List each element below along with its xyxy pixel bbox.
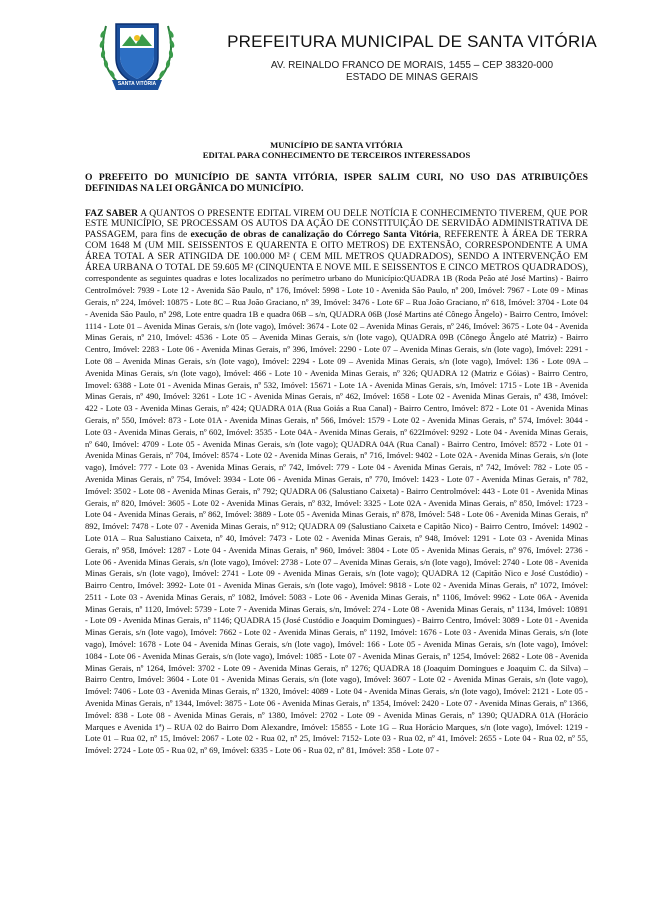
edital-subtitle: EDITAL PARA CONHECIMENTO DE TERCEIROS INTERESSADOS	[202, 150, 471, 160]
intro-paragraph: O PREFEITO DO MUNICÍPIO DE SANTA VITÓRIA, ISPER SALIM CURI, NO USO DAS ATRIBUIÇÕES DEFINIDAS NA LEI ORGÂNICA DO MUNICÍPIO.	[85, 172, 588, 194]
lots-list-text: correspondente as seguintes quadras e lotes localizados no perímetro urbano do Município:QUADRA 1B (Roda Peão até José Martins) - Bairro CentroImóvel: 7939 - Lote 12 - Avenida São Paulo, nº 176, Imóvel: 5998 - Lote 10 - Avenida São Paulo, nº 200, Imóvel: 7967 - Lote 09 - Minas Gerais, nº 224, Imóvel: 10875 - Lote 8C – Rua João Graciano, nº 39, Imóvel: 3476 - Lote 6F – Rua João Graciano, nº 618, Imóvel: 3704 - Lote 04 - Avenida São Paulo, nº 298, Lote entre quadra 1B e quadra 06B – s/n, QUADRA 06B (José Martins até Cônego Ângelo) - Bairro Centro, Imóvel: 1114 - Lote 01 – Avenida Minas Gerais, s/n (lote vago), Imóvel: 3674 - Lote 02 – Avenida Minas Gerais, nº 246, Imóvel: 3675 - Lote 04 - Avenida Minas Gerais, nº 210, Imóvel: 4536 - Lote 05 – Avenida Minas Gerais, s/n (lote vago), QUADRA 09B (Cônego Ângelo até Matriz) - Bairro Centro, Imóvel: 2283 - Lote 06 - Avenida Minas Gerais, nº 396, Imóvel: 2290 - Lote 07 – Avenida Minas Gerais, s/n (lote vago), Imóvel: 2291 - Lote 08 – Avenida Minas Gerais, s/n (lote vago), Imóvel: 2294 - Lote 09 – Avenida Minas Gerais, s/n (lote vago), Imóvel: 136 - Lote 09A – Avenida Minas Gerais, s/n (lote vago), Imóvel: 466 - Lote 10 - Avenida Minas Gerais, nº 326; QUADRA 12 (Matriz e Góias) - Bairro Centro, Imovel: 6388 - Lote 01 - Avenida Minas Gerais, nº 532, Imóvel: 15671 - Lote 1A - Avenida Minas Gerais, s/n, Imóvel: 1715 - Lote 1B - Avenida Minas Gerais, nº 490, Imóvel: 3261 - Lote 1C - Avenida Minas Gerais, nº 462, Imóvel: 1658 - Lote 02 - Avenida Minas Gerais, nº 438, Imóvel: 422 - Lote 03 - Avenida Minas Gerais, nº 424; QUADRA 01A (Rua Goiás a Rua Canal) - Bairro Centro, Imóvel: 872 - Lote 01 - Avenida Minas Gerais, nº 550, Imóvel: 873 - Lote 01A - Avenida Minas Gerais, nº 566, Imóvel: 1579 - Lote 02 - Avenida Minas Gerais, nº 574, Imóvel: 3044 - Lote 03 - Avenida Minas Gerais, nº 602, Imóvel: 3535 - Lote 04A - Avenida Minas Gerais, nº 622Imóvel: 9292 - Lote 04 - Avenida Minas Gerais, nº 640, Imóvel: 4709 - Lote 05 - Avenida Minas Gerais, s/n (lote vago); QUADRA 04A (Rua Canal) - Bairro Centro, Imóvel: 8572 - Lote 01 - Avenida Minas Gerais, nº 704, Imóvel: 8574 - Lote 02 - Avenida Minas Gerais, nº 716, Imóvel: 9402 - Lote 02A - Avenida Minas Gerais, s/n (lote vago), Imóvel: 777 - Lote 03 - Avenida Minas Gerais, nº 742, Imóvel: 779 - Lote 04 - Avenida Minas Gerais, nº 742, Imóvel: 782 - Lote 05 - Avenida Minas Gerais, nº 754, Imóvel: 3934 - Lote 06 - Avenida Minas Gerais, nº 770, Imóvel: 1423 - Lote 07 - Avenida Minas Gerais, nº 782, Imóvel: 3502 - Lote 08 - Avenida Minas Gerais, nº 792; QUADRA 06 (Salustiano Caixeta) - Bairro Centrolmóvel: 443 - Lote 01 - Avenida Minas Gerais, nº 820, Imóvel: 3605 - Lote 02 - Avenida Minas Gerais, nº 832, Imóvel: 3325 - Lote 02A - Avenida Minas Gerais, nº 850, Imóvel: 1723 - Lote 04 - Avenida Minas Gerais, nº 862, Imóvel: 3889 - Lote 05 - Avenida Minas Gerais, nº 878, Imóvel: 548 - Lote 06 - Avenida Minas Gerais, nº 892, Imóvel: 7478 - Lote 07 - Avenida Minas Gerais, nº 912; QUADRA 09 (Salustiano Caixeta e Capitão Nico) - Bairro Centro, Imóvel: 14902 - Lote 01A – Rua Salustiano Caixeta, nº 40, Imóvel: 7473 - Lote 02 - Avenida Minas Gerais, nº 948, Imóvel: 1291 - Lote 03 - Avenida Minas Gerais, nº 958, Imóvel: 1287 - Lote 04 - Avenida Minas Gerais, nº 960, Imóvel: 3804 - Lote 05 - Avenida Minas Gerais, nº 976, Imóvel: 2736 - Lote 06 - Avenida Minas Gerais, s/n (lote vago), Imóvel: 2738 - Lote 07 – Avenida Minas Gerais, s/n (lote vago), Imóvel: 2740 - Lote 08 - Avenida Minas Gerais, s/n (lote vago), Imóvel: 2741 - Lote 09 - Avenida Minas Gerais, s/n (lote vago); QUADRA 12 (Capitão Nico e José Custódio) - Bairro Centro, Imóvel: 3992- Lote 01 - Avenida Minas Gerais, s/n (lote vago), Imóvel: 9818 - Lote 02 - Avenida Minas Gerais, nº 1072, Imóvel: 2511 - Lote 03 - Avenida Minas Gerais, nº 1082, Imóvel: 5083 - Lote 06 - Avenida Minas Gerais, nº 1106, Imóvel: 9962 - Lote 06A - Avenida Minas Gerais, nº 1120, Imóvel: 5739 - Lote 7 - Avenida Minas Gerais, s/n, Imóvel: 274 - Lote 08 - Avenida Minas Gerais, nº 1134, Imóvel: 10891 - Lote 09 - Avenida Minas Gerais, nº 1146; QUADRA 15 (José Custódio e Joaquim Domingues) - Bairro Centro, Imóvel: 3089 - Lote 01 - Avenida Minas Gerais, s/n (lote vago), Imóvel: 7662 - Lote 02 - Avenida Minas Gerais, nº 1192, Imóvel: 1676 - Lote 03 - Avenida Minas Gerais, s/n (lote vago), Imóvel: 1678 - Lote 04 - Avenida Minas Gerais, s/n (lote vago), Imóvel: 166 - Lote 05 - Avenida Minas Gerais, s/n (lote vago), Imóvel: 1084 - Lote 06 - Avenida Minas Gerais, s/n (lote vago), Imóvel: 1085 - Lote 07 - Avenida Minas Gerais, nº 1254, Imóvel: 2682 - Lote 08 - Avenida Minas Gerais, nº 1264, Imóvel: 3702 - Lote 09 - Avenida Minas Gerais, nº 1276; QUADRA 18 (Joaquim Domingues e Joaquim C. da Silva) – Bairro Centro, Imóvel: 3604 - Lote 01 - Avenida Minas Gerais, s/n (lote vago), Imóvel: 3607 - Lote 02 - Avenida Minas Gerais, s/n (lote vago), Imóvel: 7406 - Lote 03 - Avenida Minas Gerais, nº 1320, Imóvel: 4089 - Lote 04 - Avenida Minas Gerais, s/n (lote vago), Imóvel: 2121 - Lote 05 - Avenida Minas Gerais, nº 1344, Imóvel: 3875 - Lote 06 - Avenida Minas Gerais, nº 1354, Imóvel: 2420 - Lote 07 - Avenida Minas Gerais, nº 1366, Imóvel: 838 - Lote 08 - Avenida Minas Gerais, nº 1380, Imóvel: 2702 - Lote 09 - Avenida Minas Gerais, nº 1390; QUADRA 01A (Horácio Marques e Avenida 1ª) – RUA 02 do Bairro Dom Alexandre, Imóvel: 15855 - Lote 1G – Rua Horácio Marques, s/n (lote vago), Imóvel: 1219 - Lote 01 – Rua 02, nº 15, Imóvel: 2067 - Lote 02 - Rua 02, nº 25, Imóvel: 7152- Lote 03 - Rua 02, nº 41, Imóvel: 2655 - Lote 04 - Rua 02, nº 55, Imóvel: 2724 - Lote 05 - Rua 02, nº 69, Imóvel: 6335 - Lote 06 - Rua 02, nº 81, Imóvel: 358 - Lote 07 -	[85, 273, 588, 756]
letterhead-text	[192, 32, 632, 83]
faz-saber-label: FAZ SABER	[85, 207, 139, 219]
address-line: AV. REINALDO FRANCO DE MORAIS, 1455 – CEP 38320-000	[270, 60, 554, 71]
prefeitura-title: PREFEITURA MUNICIPAL DE SANTA VITÓRIA	[227, 32, 597, 51]
lead-paragraph	[85, 209, 588, 757]
municipal-seal-logo	[92, 18, 182, 94]
edital-content	[85, 140, 588, 757]
lead-text: A QUANTOS O PRESENTE EDITAL VIREM OU DELE NOTÍCIA E CONHECIMENTO TIVEREM, QUE POR ESTE MUNICÍPIO, SE PROCESSAM OS AUTOS DA AÇÃO DE CONSTITUIÇÃO DE SERVIDÃO ADMINISTRATIVA DE PASSAGEM, para fins de	[85, 207, 588, 241]
municipality-heading: MUNICÍPIO DE SANTA VITÓRIA	[270, 140, 403, 150]
state-line: ESTADO DE MINAS GERAIS	[345, 72, 479, 83]
letterhead	[92, 18, 632, 98]
works-description: execução de obras de canalização do Córrego Santa Vitória	[190, 229, 439, 241]
lead-text-continued: , REFERENTE À ÁREA DE TERRA COM 1648 M (UM MIL SEISSENTOS E QUARENTA E OITO METROS) DE EXTENSÃO, CORRESPONDENTE A UMA ÁREA TOTAL A SER ATINGIDA DE 100.000 M² ( CEM MIL METROS QUADRADOS), SENDO A INTERVENÇÃO EM ÁREA URBANA O TOTAL DE 59.605 M² (CINQUENTA E NOVE MIL E SEISSENTOS E CINCO METROS QUADRADOS),	[85, 229, 588, 273]
seal-ribbon-text: SANTA VITÓRIA	[117, 81, 157, 87]
